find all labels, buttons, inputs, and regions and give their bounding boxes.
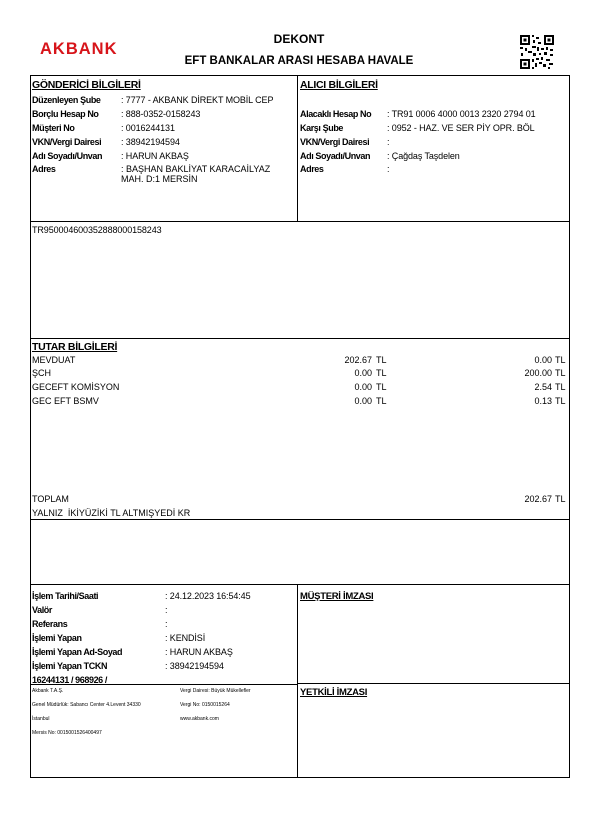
sender-label: Düzenleyen Şube <box>32 95 101 105</box>
transaction-value: : <box>165 619 168 629</box>
sender-label: VKN/Vergi Dairesi <box>32 137 102 147</box>
qr-code-icon <box>519 34 555 70</box>
amount-name: GEC EFT BSMV <box>32 396 99 406</box>
footer-tax-number: Vergi No: 0150015264 <box>180 702 230 708</box>
receiver-label: VKN/Vergi Dairesi <box>300 137 370 147</box>
signature-divider-line <box>297 683 570 684</box>
sender-label: Müşteri No <box>32 123 75 133</box>
amount-currency-2: TL <box>555 368 566 378</box>
amount-value-1: 0.00 <box>354 396 372 406</box>
party-bottom-line <box>30 221 570 222</box>
receiver-label: Karşı Şube <box>300 123 344 133</box>
content-frame <box>30 75 570 778</box>
receiver-label: Adres <box>300 164 324 174</box>
amounts-heading: TUTAR BİLGİLERİ <box>32 341 118 353</box>
amount-value-1: 0.00 <box>354 368 372 378</box>
customer-signature-heading: MÜŞTERİ İMZASI <box>300 591 374 602</box>
transaction-top-line <box>30 584 570 585</box>
sender-label: Adı Soyadı/Unvan <box>32 151 103 161</box>
document-title: DEKONT <box>273 32 325 46</box>
description-text: TR950004600352888000158243 <box>32 225 162 235</box>
amount-value-1: 0.00 <box>354 382 372 392</box>
receiver-value: : 0952 - HAZ. VE SER PİY OPR. BÖL <box>387 123 535 133</box>
receiver-label: Adı Soyadı/Unvan <box>300 151 371 161</box>
footer-mersis: Mersis No: 0015001526400497 <box>32 730 102 736</box>
amount-name: MEVDUAT <box>32 355 76 365</box>
amount-name: GECEFT KOMİSYON <box>32 382 120 392</box>
amount-value-2: 0.13 <box>534 396 552 406</box>
description-bottom-line <box>30 338 570 339</box>
sender-heading: GÖNDERİCİ BİLGİLERİ <box>32 79 141 91</box>
amount-value-1: 202.67 <box>344 355 372 365</box>
receiver-heading: ALICI BİLGİLERİ <box>300 79 378 91</box>
sender-label: Adres <box>32 164 56 174</box>
transaction-value: : 24.12.2023 16:54:45 <box>165 591 251 601</box>
receipt-page <box>28 22 570 782</box>
amount-value-2: 2.54 <box>534 382 552 392</box>
sender-value: : 38942194594 <box>121 137 180 147</box>
transaction-label: Referans <box>32 619 68 629</box>
footer-website: www.akbank.com <box>180 716 219 722</box>
receiver-value: : Çağdaş Taşdelen <box>387 151 460 161</box>
amount-currency-1: TL <box>376 368 387 378</box>
receiver-value: : <box>387 164 390 174</box>
document-subtitle: EFT BANKALAR ARASI HESABA HAVALE <box>184 55 414 67</box>
amount-currency-1: TL <box>376 382 387 392</box>
sender-label: Borçlu Hesap No <box>32 109 99 119</box>
transaction-value: : HARUN AKBAŞ <box>165 647 233 657</box>
footer-company: Akbank T.A.Ş. <box>32 688 64 694</box>
receiver-label: Alacaklı Hesap No <box>300 109 372 119</box>
transaction-label: İşlemi Yapan <box>32 633 82 643</box>
party-divider <box>297 75 298 221</box>
total-label: TOPLAM <box>32 494 69 504</box>
amount-value-2: 0.00 <box>534 355 552 365</box>
amount-value-2: 200.00 <box>524 368 552 378</box>
transaction-label: İşlemi Yapan TCKN <box>32 661 108 671</box>
total-currency: TL <box>555 494 566 504</box>
transaction-value: : KENDİSİ <box>165 633 206 643</box>
receiver-value: : TR91 0006 4000 0013 2320 2794 01 <box>387 109 536 119</box>
transaction-value: : 38942194594 <box>165 661 224 671</box>
amount-currency-2: TL <box>555 382 566 392</box>
transaction-divider <box>297 584 298 778</box>
authorized-signature-heading: YETKİLİ İMZASI <box>300 687 368 698</box>
receiver-value: : <box>387 137 390 147</box>
amount-currency-1: TL <box>376 355 387 365</box>
sender-value: : HARUN AKBAŞ <box>121 151 189 161</box>
akbank-logo: AKBANK <box>40 40 118 58</box>
total-value: 202.67 <box>524 494 552 504</box>
sender-value: : 0016244131 <box>121 123 175 133</box>
amount-name: ŞCH <box>32 368 52 378</box>
sender-address: : BAŞHAN BAKLİYAT KARACAİLYAZ MAH. D:1 MERSİN <box>121 164 271 184</box>
transaction-value: : <box>165 605 168 615</box>
transaction-label: İşlem Tarihi/Saati <box>32 591 99 601</box>
transaction-label: Valör <box>32 605 53 615</box>
sender-value: : 7777 - AKBANK DİREKT MOBİL CEP <box>121 95 274 105</box>
amount-in-words: YALNIZ İKİYÜZİKİ TL ALTMIŞYEDİ KR <box>32 508 191 518</box>
sender-value: : 888-0352-0158243 <box>121 109 201 119</box>
transaction-bottom-line <box>30 684 297 685</box>
transaction-label: İşlemi Yapan Ad-Soyad <box>32 647 123 657</box>
amount-currency-2: TL <box>555 396 566 406</box>
amount-words-line <box>30 519 570 520</box>
footer-city: İstanbul <box>32 716 50 722</box>
amount-currency-2: TL <box>555 355 566 365</box>
footer-address: Genel Müdürlük: Sabancı Center 4.Levent 34330 <box>32 702 141 708</box>
amount-currency-1: TL <box>376 396 387 406</box>
transaction-ref-code: 16244131 / 968926 / <box>32 675 107 685</box>
footer-tax-office: Vergi Dairesi: Büyük Mükellefler <box>180 688 251 694</box>
